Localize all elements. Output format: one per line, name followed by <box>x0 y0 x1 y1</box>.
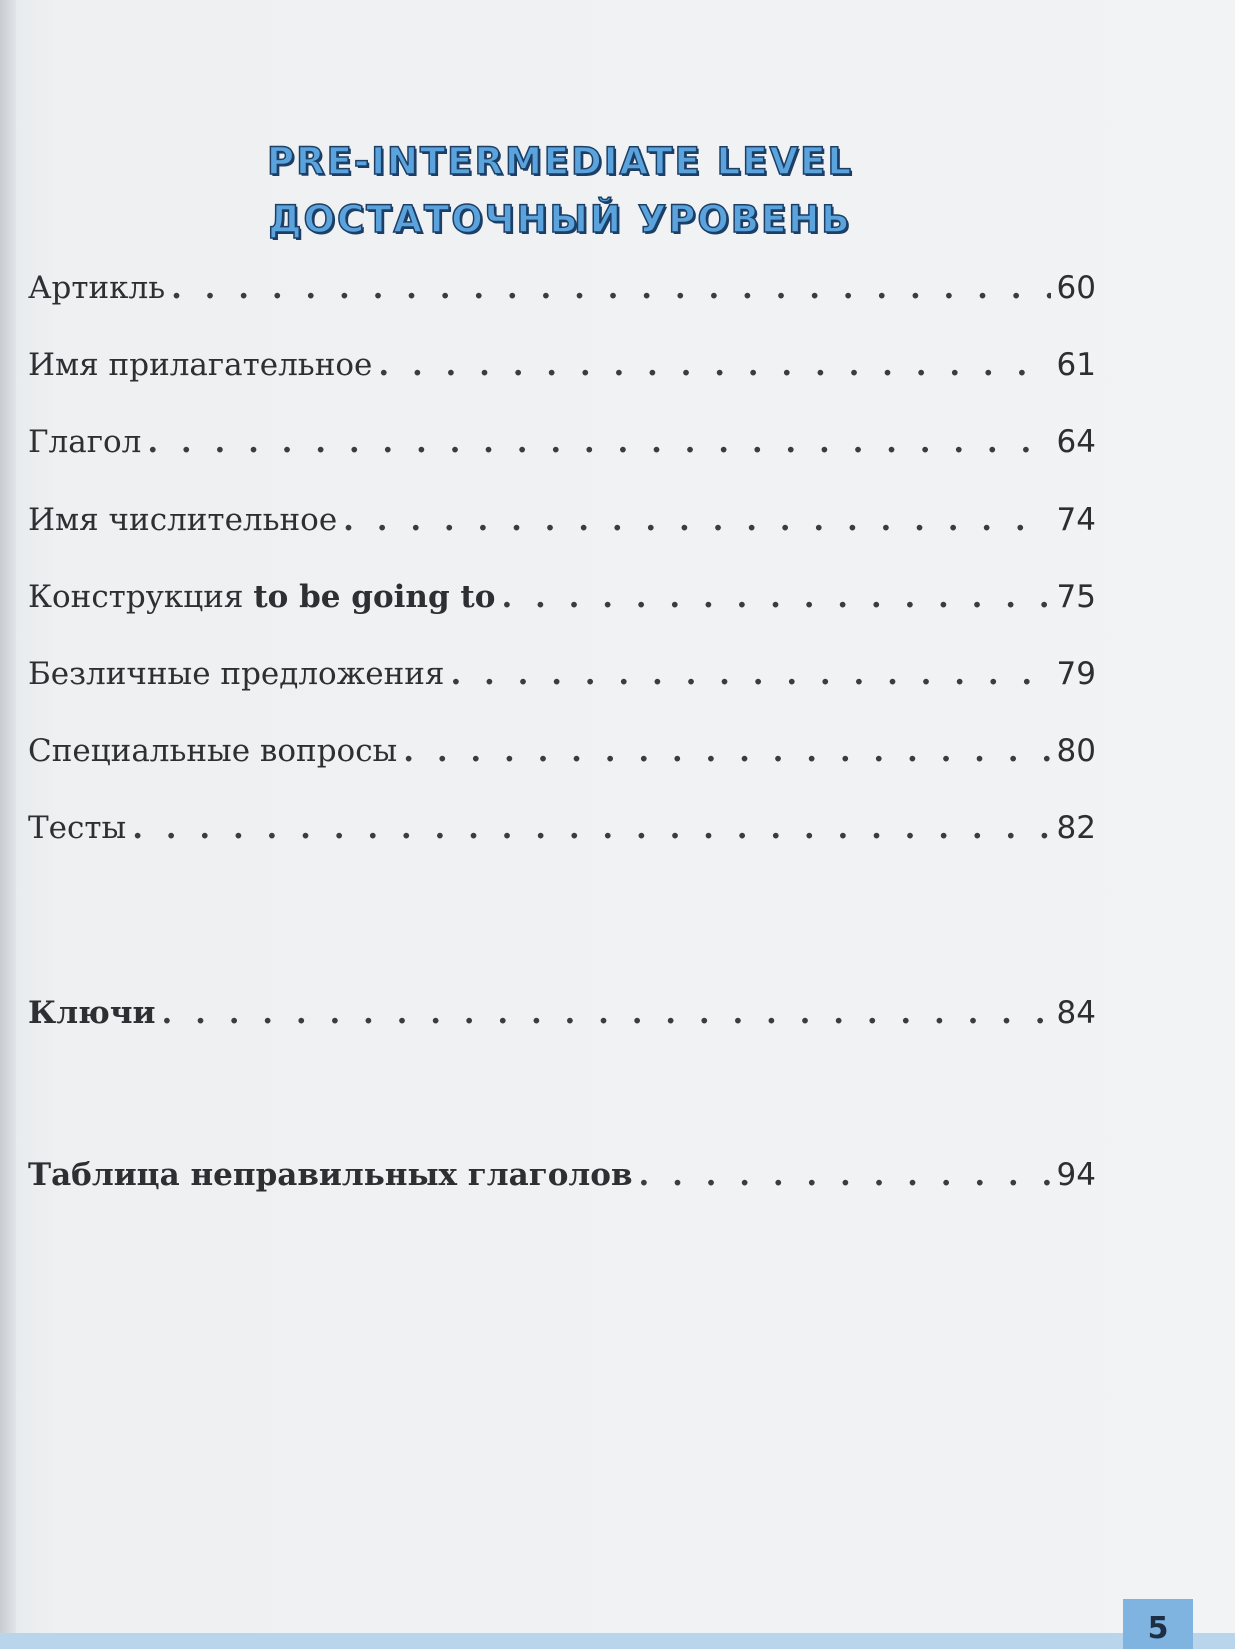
toc-entry-label-ru: Конструкция <box>28 579 244 615</box>
toc-entry-label: Имя числительное <box>28 502 338 538</box>
toc-entry-page: 64 <box>1056 424 1096 460</box>
toc-entry-page: 74 <box>1056 502 1096 538</box>
toc-entry-page: 80 <box>1056 733 1096 769</box>
section-title-ru: ДОСТАТОЧНЫЙ УРОВЕНЬ <box>268 198 852 241</box>
toc-entry-page: 60 <box>1056 270 1096 306</box>
toc-entry-label: Имя прилагательное <box>28 347 373 383</box>
toc-entry-tests[interactable] <box>28 810 1096 856</box>
toc-entry-page: 94 <box>1056 1157 1096 1193</box>
toc-entry-adjective[interactable] <box>28 347 1096 393</box>
toc-entry-label-en: to be going to <box>253 579 496 615</box>
footer-bar <box>0 1633 1235 1649</box>
leader-dots <box>450 656 1050 692</box>
toc-entry-page: 84 <box>1056 995 1096 1031</box>
toc-entry-going-to[interactable] <box>28 579 1096 625</box>
leader-dots <box>147 424 1050 460</box>
leader-dots <box>132 810 1050 846</box>
toc-entry-label: Артикль <box>28 270 166 306</box>
toc-entry-numeral[interactable] <box>28 502 1096 548</box>
toc-entry-article[interactable] <box>28 270 1096 316</box>
toc-entry-irregular-verbs[interactable] <box>28 1157 1096 1203</box>
leader-dots <box>639 1157 1051 1193</box>
toc-entry-page: 79 <box>1056 656 1096 692</box>
toc-entry-verb[interactable] <box>28 424 1096 470</box>
page-number-badge: 5 <box>1123 1599 1193 1649</box>
page-spine-shadow <box>0 0 16 1649</box>
toc-entry-keys[interactable] <box>28 995 1096 1041</box>
toc-entry-page: 82 <box>1056 810 1096 846</box>
leader-dots <box>501 579 1050 615</box>
toc-entry-questions[interactable] <box>28 733 1096 779</box>
toc-entry-page: 75 <box>1056 579 1096 615</box>
section-title-en: PRE-INTERMEDIATE LEVEL <box>266 140 854 183</box>
toc-entry-label: Тесты <box>28 810 127 846</box>
leader-dots <box>171 270 1050 306</box>
toc-entry-label: Таблица неправильных глаголов <box>28 1157 633 1193</box>
toc-entry-label <box>28 579 495 615</box>
leader-dots <box>403 733 1050 769</box>
toc-entry-label: Глагол <box>28 424 142 460</box>
toc-entry-page: 61 <box>1056 347 1096 383</box>
leader-dots <box>162 995 1051 1031</box>
toc-entry-label: Ключи <box>28 995 156 1031</box>
leader-dots <box>343 502 1050 538</box>
toc-entry-label: Безличные предложения <box>28 656 445 692</box>
toc-entry-label: Специальные вопросы <box>28 733 398 769</box>
leader-dots <box>378 347 1050 383</box>
toc-entry-impersonal[interactable] <box>28 656 1096 702</box>
